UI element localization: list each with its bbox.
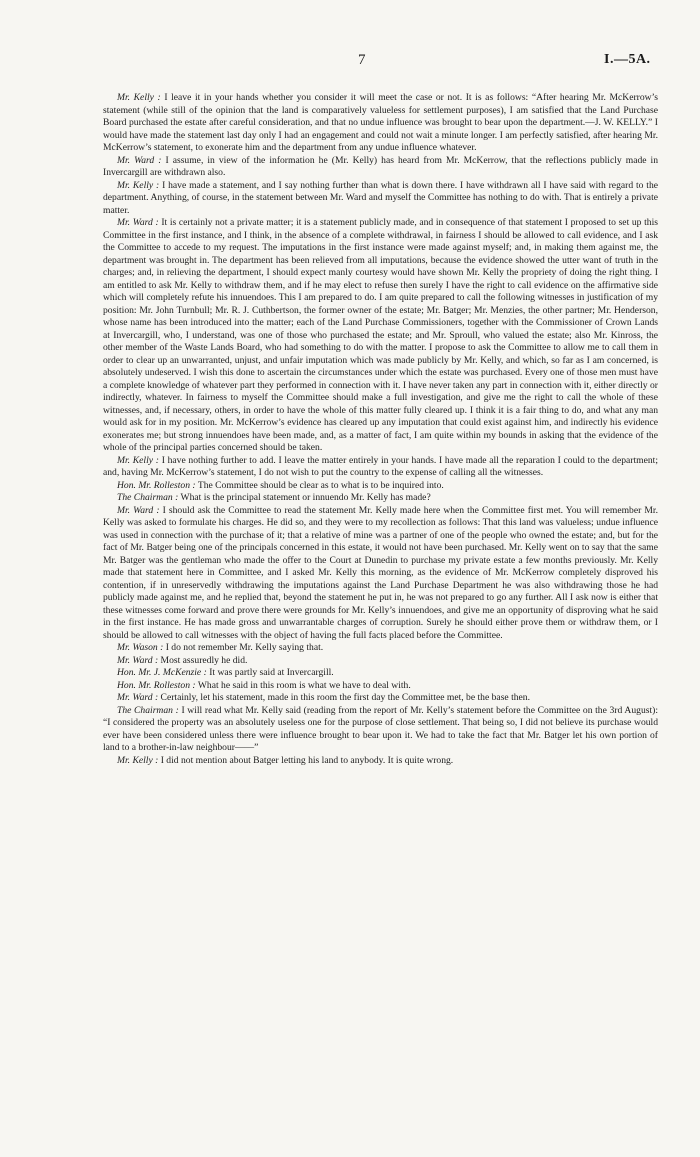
transcript-paragraph — [103, 642, 658, 655]
speech-text: What is the principal statement or innuendo Mr. Kelly has made? — [180, 492, 431, 503]
speech-text: I do not remember Mr. Kelly saying that. — [165, 642, 324, 653]
speaker-name: Mr. Ward : — [117, 654, 159, 666]
transcript-paragraph — [103, 692, 658, 705]
transcript-paragraph — [103, 505, 658, 643]
speaker-name: Mr. Kelly : — [117, 754, 159, 766]
transcript-paragraph — [103, 705, 658, 755]
transcript-paragraph — [103, 155, 658, 180]
speech-text: Certainly, let his statement, made in this room the first day the Committee met, be the base then. — [160, 692, 530, 703]
speech-text: I have nothing further to add. I leave the matter entirely in your hands. I have made all the reparation I could to the department; and, having Mr. McKerrow’s statement, I do not wish to put the country to the expense of calling all the witnesses. — [103, 454, 658, 478]
page-number: 7 — [358, 52, 366, 68]
transcript-paragraph — [103, 480, 658, 493]
speaker-name: The Chairman : — [117, 492, 179, 503]
speaker-name: The Chairman : — [117, 704, 179, 716]
speaker-name: Mr. Kelly : — [117, 179, 160, 191]
speaker-name: Hon. Mr. J. McKenzie : — [117, 667, 207, 678]
speaker-name: Mr. Wason : — [117, 642, 164, 653]
transcript-body — [103, 92, 658, 767]
speech-text: Most assuredly he did. — [160, 654, 248, 666]
speaker-name: Mr. Kelly : — [117, 454, 159, 466]
transcript-paragraph — [103, 667, 658, 680]
speaker-name: Mr. Kelly : — [117, 92, 161, 103]
speaker-name: Mr. Ward : — [117, 217, 159, 228]
speech-text: I did not mention about Batger letting his land to anybody. It is quite wrong. — [160, 754, 454, 766]
speech-text: I leave it in your hands whether you consider it will meet the case or not. It is as follows: “After hearing Mr. McKerrow’s statement (while still of the opinion that the land is comparatively valueless for settlement purposes), I am satisfied that the Land Purchase Board purchased the estate after careful consideration, and that no undue influence was brought to bear upon the department.—J. W. KELLY.” I would have made the statement last day only I had an engagement and could not wait a minute longer. I am perfectly satisfied, after hearing Mr. McKerrow’s statement, to exonerate him and the department from any undue influence whatever. — [103, 92, 658, 153]
transcript-paragraph — [103, 180, 658, 218]
speech-text: The Committee should be clear as to what is to be inquired into. — [197, 479, 444, 491]
speech-text: What he said in this room is what we have to deal with. — [197, 679, 411, 691]
transcript-paragraph — [103, 92, 658, 155]
transcript-paragraph — [103, 755, 658, 768]
speaker-name: Hon. Mr. Rolleston : — [117, 679, 196, 691]
speech-text: I have made a statement, and I say nothing further than what is down there. I have withdrawn all I have said with regard to the department. Anything, of course, in the statement between Mr. Ward and myself the Committee has nothing to do with. That is entirely a private matter. — [103, 179, 658, 216]
speech-text: It was partly said at Invercargill. — [209, 667, 334, 678]
transcript-paragraph — [103, 492, 658, 505]
speech-text: I should ask the Committee to read the statement Mr. Kelly made here when the Committee first met. You will remember Mr. Kelly was asked to formulate his charges. He did so, and they were to my recollection as follows: That this land was valueless; undue influence was used in connection with the purchase of it; that a relative of mine was a partner of one of the people who owned the estate; and, but for the fact of Mr. Batger being one of the principals concerned in this estate, it would not have been purchased. Mr. Kelly went on to say that the same Mr. Batger was the gentleman who made the offer to the Court at Dunedin to purchase my private estate a few months previously. Mr. Kelly made that statement here in Committee, and I asked Mr. Kelly this morning, as the evidence of Mr. McKerrow completely disproved his contention, if in unreservedly withdrawing the imputations against the Land Purchase Department he was also withdrawing those he had publicly made against me, and he replied that, beyond the statement he put in, he was not prepared to go any further. All I ask now is either that these witnesses come forward and prove there were grounds for Mr. Kelly’s innuendoes, and give me an opportunity of disproving what he said in the first instance. He has made gross and unwarrantable charges of corruption. Surely he should either prove them or withdraw them, or I should be allowed to call witnesses with the object of having the full facts placed before the Committee. — [103, 504, 658, 641]
page-header — [0, 52, 700, 72]
transcript-paragraph — [103, 217, 658, 455]
transcript-paragraph — [103, 455, 658, 480]
speech-text: I will read what Mr. Kelly said (reading from the report of Mr. Kelly’s statement before the Committee on the 3rd August): “I considered the property was an absolutely useless one for the purpose of close settlement. That being so, I did not believe its purchase would ever have been considered unless there were influence brought to bear upon it. We had to take the fact that Mr. Batger let his own portion of land to a brother-in-law neighbour——” — [103, 704, 658, 753]
speaker-name: Hon. Mr. Rolleston : — [117, 479, 196, 491]
document-reference: I.—5A. — [604, 52, 651, 67]
transcript-paragraph — [103, 655, 658, 668]
speaker-name: Mr. Ward : — [117, 504, 160, 516]
speaker-name: Mr. Ward : — [117, 154, 162, 166]
speech-text: It is certainly not a private matter; it is a statement publicly made, and in consequence of that statement I proposed to set up this Committee in the first instance, and I think, in the absence of a complete withdrawal, in fairness I should be allowed to call evidence, and I ask the Committee to accede to my request. The imputations in the first instance were made against myself; and, in making them against me, the department was brought in. The department has been relieved from all imputations, because the evidence showed the utter want of truth in the charges; and, in relieving the department, I should expect manly courtesy would have shown Mr. Kelly the propriety of doing the right thing. I am entitled to ask Mr. Kelly to withdraw them, and if he may elect to refuse then surely I have the right to call evidence on the affirmative side which will completely refute his innuendoes. This I am prepared to do. I am quite prepared to call the following witnesses in justification of my position: Mr. John Turnbull; Mr. R. J. Cuthbertson, the former owner of the estate; Mr. Batger; Mr. Menzies, the other partner; Mr. Henderson, whose name has been introduced into the matter; each of the Land Purchase Commissioners, together with the Commissioner of Crown Lands at Invercargill, who, I understand, was one of those who purchased the estate; and Mr. Sproull, who valued the estate; also Mr. Kinross, the other member of the Waste Lands Board, who had something to do with the matter. I propose to ask the Committee to allow me to call them in order to clear up an unwarranted, unjust, and unfair imputation which was made publicly by Mr. Kelly, and which, so far as I am concerned, is absolutely undeserved. I wish this done to ascertain the circumstances under which the estate was purchased. Every one of those men must have a complete knowledge of whatever part they performed in connection with it. I have never taken any part in connection with it, either directly or indirectly, whatever. In fairness to myself the Committee should make a full investigation, and give me the right to call the whole of these witnesses, and, if necessary, others, in order to have the whole of this matter fully cleared up. I think it is a fair thing to do, and what any man would ask for in my position. Mr. McKerrow’s evidence has cleared up any imputation that could exist against him, and indirectly his evidence exonerates me; but strong innuendoes have been made, and, as a matter of fact, I am quite within my bounds in asking that the evidence of the whole of the principal parties concerned should be taken. — [103, 217, 658, 453]
transcript-paragraph — [103, 680, 658, 693]
speech-text: I assume, in view of the information he (Mr. Kelly) has heard from Mr. McKerrow, that the reflections publicly made in Invercargill are withdrawn also. — [103, 154, 659, 178]
speaker-name: Mr. Ward : — [117, 692, 159, 703]
